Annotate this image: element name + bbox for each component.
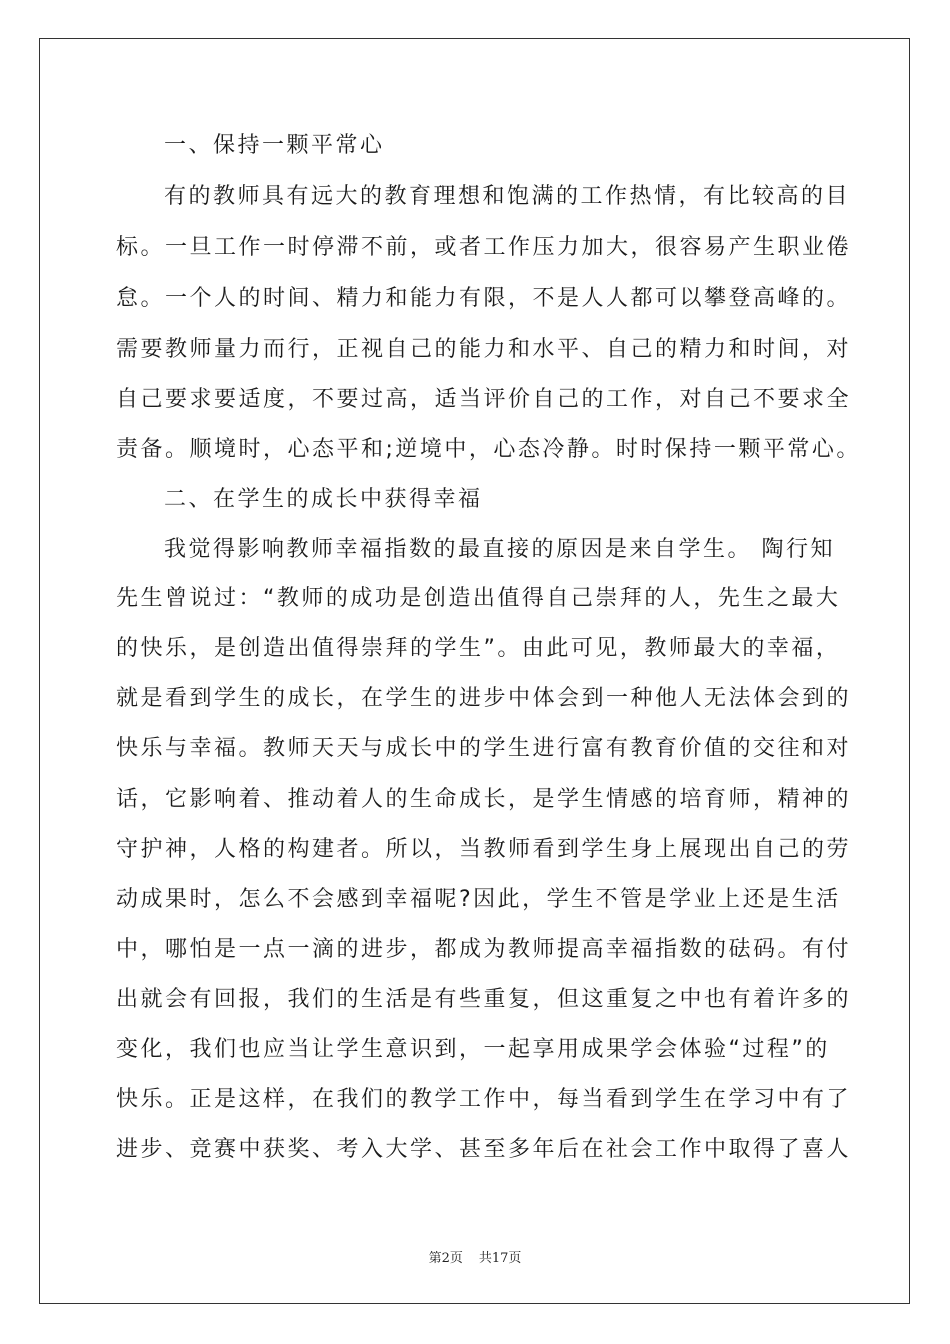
text-line: 出就会有回报，我们的生活是有些重复，但这重复之中也有着许多的	[116, 987, 852, 1012]
text-line: 守护神，人格的构建者。所以，当教师看到学生身上展现出自己的劳	[116, 837, 852, 862]
page-number: 第2页	[428, 1251, 463, 1266]
text-line: 需要教师量力而行，正视自己的能力和水平、自己的精力和时间，对	[116, 337, 852, 362]
text-line: 标。一旦工作一时停滞不前，或者工作压力加大，很容易产生职业倦	[116, 235, 852, 260]
text-line: 快乐与幸福。教师天天与成长中的学生进行富有教育价值的交往和对	[116, 736, 852, 761]
text-line: 就是看到学生的成长，在学生的进步中体会到一种他人无法体会到的	[116, 686, 852, 711]
text-line: 进步、竞赛中获奖、考入大学、甚至多年后在社会工作中取得了喜人	[116, 1137, 852, 1162]
text-line: 怠。一个人的时间、精力和能力有限，不是人人都可以攀登高峰的。	[116, 286, 852, 311]
text-line: 快乐。正是这样，在我们的教学工作中，每当看到学生在学习中有了	[116, 1087, 852, 1112]
section-heading: 二、在学生的成长中获得幸福	[164, 487, 483, 512]
text-line: 先生曾说过：“教师的成功是创造出值得自己崇拜的人，先生之最大	[116, 586, 841, 611]
text-line: 有的教师具有远大的教育理想和饱满的工作热情，有比较高的目	[164, 184, 851, 209]
text-line: 变化，我们也应当让学生意识到，一起享用成果学会体验“过程”的	[116, 1037, 830, 1062]
text-line: 责备。顺境时，心态平和;逆境中，心态冷静。时时保持一颗平常心。	[116, 437, 861, 462]
text-line: 中，哪怕是一点一滴的进步，都成为教师提高幸福指数的砝码。有付	[116, 937, 852, 962]
page-total: 共17页	[478, 1251, 522, 1266]
page-footer	[0, 1247, 950, 1266]
section-heading: 一、保持一颗平常心	[164, 133, 385, 158]
text-line: 的快乐，是创造出值得崇拜的学生”。由此可见，教师最大的幸福，	[116, 636, 841, 661]
text-line: 我觉得影响教师幸福指数的最直接的原因是来自学生。 陶行知	[164, 537, 835, 562]
text-line: 自己要求要适度，不要过高，适当评价自己的工作，对自己不要求全	[116, 387, 852, 412]
text-line: 话，它影响着、推动着人的生命成长，是学生情感的培育师，精神的	[116, 787, 852, 812]
text-line: 动成果时，怎么不会感到幸福呢?因此，学生不管是学业上还是生活	[116, 887, 841, 912]
